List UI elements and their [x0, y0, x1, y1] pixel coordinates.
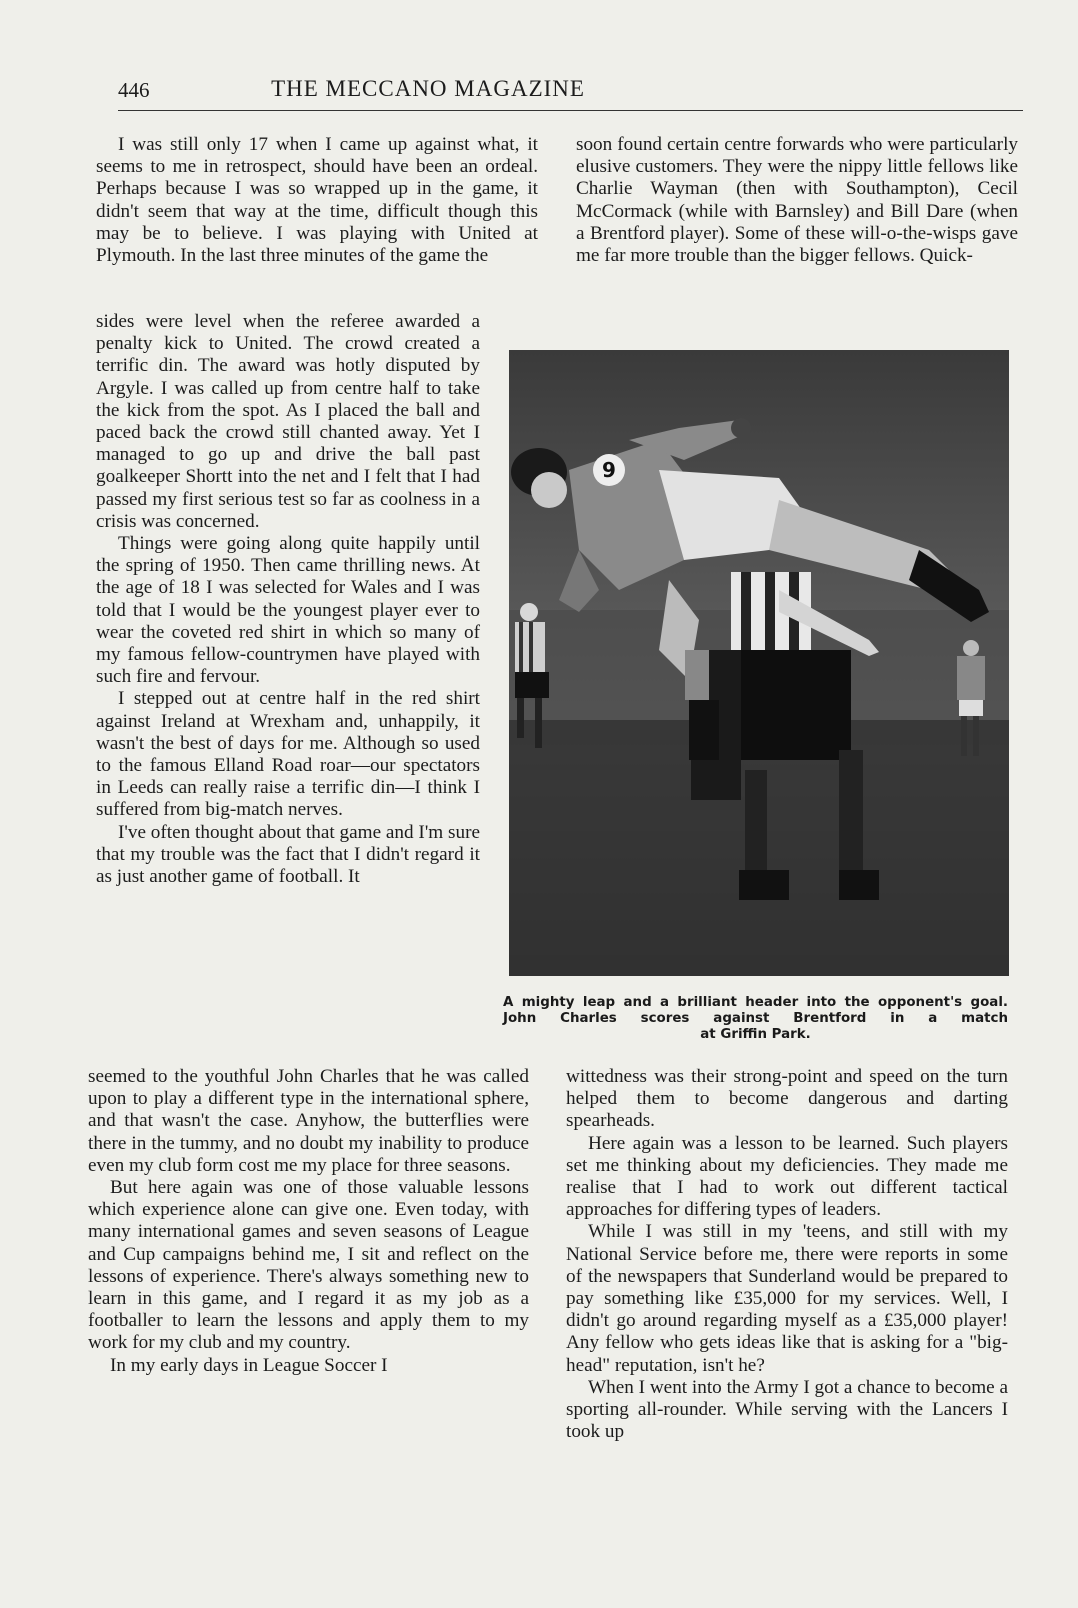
paragraph: wittedness was their strong-point and speed on the turn helped them to become dangerous and darting spearheads.	[566, 1066, 1008, 1132]
paragraph: soon found certain centre forwards who were particularly elusive customers. They were the nippy little fellows like Charlie Wayman (then with Southampton), Cecil McCormack (while with Barnsley) and Bill Dare (when a Brentford player). Some of these will-o-the-wisps gave me far more trouble than the bigger fellows. Quick-	[576, 134, 1018, 267]
page-number: 446	[118, 78, 150, 102]
paragraph: I've often thought about that game and I'm sure that my trouble was the fact that I didn't regard it as just another game of football. It	[96, 821, 480, 888]
football-photo	[509, 350, 1009, 976]
football-photo-graphic	[509, 350, 1009, 976]
paragraph: In my early days in League Soccer I	[110, 1354, 388, 1376]
caption-line-1: A mighty leap and a brilliant header into the opponent's goal. John Charles scores against Brentford in a match	[503, 995, 1008, 1026]
right-column-bottom	[566, 1066, 1008, 1443]
left-column-bottom	[88, 1066, 529, 1377]
paragraph: seemed to the youthful John Charles that he was called upon to play a different type in the international sphere, and that wasn't the case. Anyhow, the butterflies were there in the tummy, and no doubt my inability to produce even my club form cost me my place for three seasons.	[88, 1066, 529, 1176]
paragraph: sides were level when the referee awarded a penalty kick to United. The crowd created a terrific din. The award was hotly disputed by Argyle. I was called up from centre half to take the kick from the spot. As I placed the ball and paced back the crowd still chanted away. Yet I managed to go up and drive the ball past goalkeeper Shortt into the net and I felt that I had passed my first serious test so far as coolness in a crisis was concerned.	[96, 311, 480, 532]
paragraph: I stepped out at centre half in the red shirt against Ireland at Wrexham and, unhappily, it wasn't the best of days for me. Although so used to the famous Elland Road roar—our spectators in Leeds can really raise a terrific din—I think I suffered from big-match nerves.	[96, 688, 480, 821]
caption-line-2: at Griffin Park.	[700, 1027, 811, 1042]
paragraph: While I was still in my 'teens, and still with my National Service before me, there were reports in some of the newspapers that Sunderland would be prepared to pay something like £35,000 for my services. Well, I didn't go around regarding myself as a £35,000 player! Any fellow who gets ideas like that is asking for a "big-head" reputation, isn't he?	[566, 1221, 1008, 1376]
paragraph: Things were going along quite happily until the spring of 1950. Then came thrilling news. At the age of 18 I was selected for Wales and I was told that I would be the youngest player ever to wear the coveted red shirt in which so many of my famous fellow-countrymen have played with such fire and fervour.	[96, 533, 480, 688]
left-column-top	[96, 134, 538, 267]
paragraph: When I went into the Army I got a chance to become a sporting all-rounder. While serving with the Lancers I took up	[566, 1376, 1008, 1443]
header-rule	[118, 110, 1023, 111]
right-column-top	[576, 134, 1018, 267]
page-header	[118, 74, 1018, 110]
magazine-title: THE MECCANO MAGAZINE	[271, 76, 585, 101]
left-column-beside-photo	[96, 311, 480, 888]
paragraph: Here again was a lesson to be learned. Such players set me thinking about my deficiencies. They made me realise that I had to work out different tactical approaches for differing types of leaders.	[566, 1132, 1008, 1221]
paragraph: But here again was one of those valuable lessons which experience alone can give one. Even today, with many international games and seven seasons of League and Cup campaigns behind me, I sit and reflect on the lessons of experience. There's always something new to learn in this game, and I regard it as my job as a footballer to learn the lessons and apply them to my work for my club and my country.	[88, 1177, 529, 1354]
shirt-number: 9	[602, 458, 616, 482]
paragraph: I was still only 17 when I came up against what, it seems to me in retrospect, should have been an ordeal. Perhaps because I was so wrapped up in the game, it didn't seem that way at the time, difficult though this may be to believe. I was playing with United at Plymouth. In the last three minutes of the game the	[96, 134, 538, 267]
photo-caption	[503, 995, 1008, 1043]
